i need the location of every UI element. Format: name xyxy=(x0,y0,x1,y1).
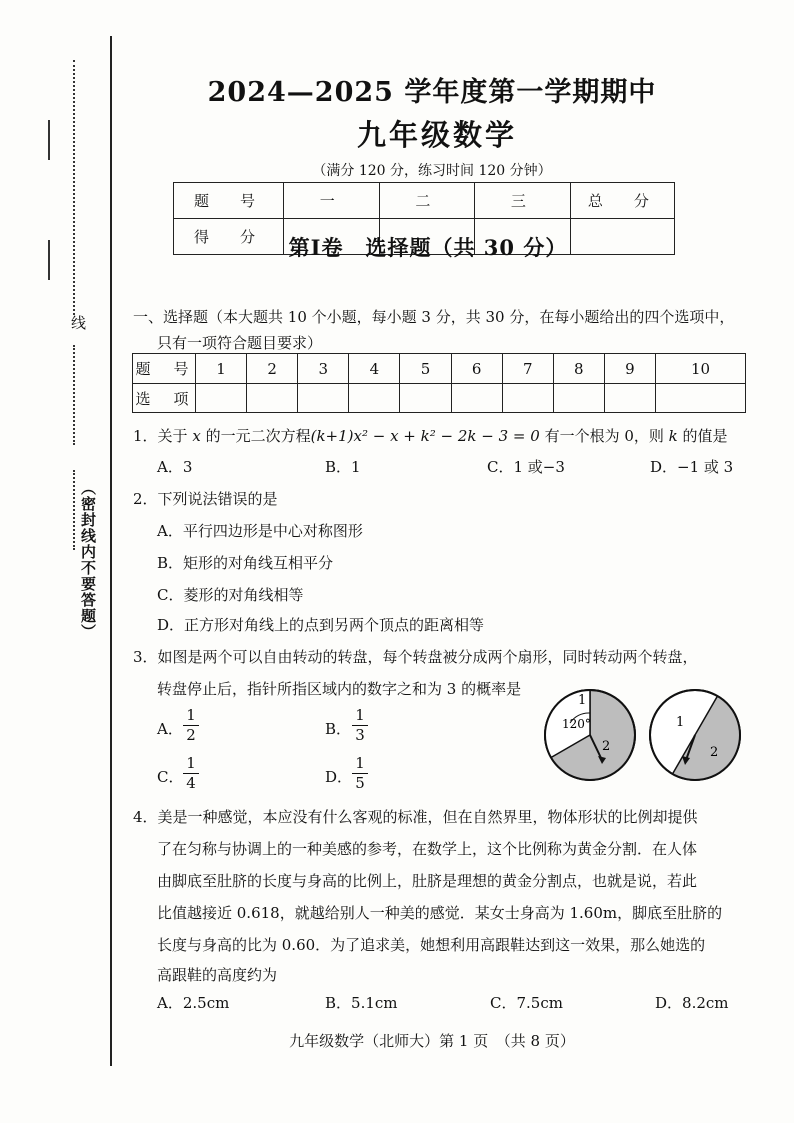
answer-number: 3 xyxy=(298,354,349,384)
answer-number: 4 xyxy=(349,354,400,384)
binding-line xyxy=(110,36,112,1066)
instruction-line: 一、选择题（本大题共 10 个小题，每小题 3 分，共 30 分，在每小题给出的四个选项中， xyxy=(133,308,735,326)
q3-option-c-fraction: $\frac{1}{4}$ xyxy=(183,754,199,793)
q3-option-a-fraction: $\frac{1}{2}$ xyxy=(183,706,199,745)
q4-line: 了在匀称与协调上的一种美感的参考，在数学上，这个比例称为黄金分割．在人体 xyxy=(157,840,698,858)
q1-option-d: D．−1 或 3 xyxy=(650,458,734,476)
score-header-cell: 二 xyxy=(379,183,475,219)
seal-note: （密封线内不要答题） xyxy=(79,480,97,640)
spinner-figures xyxy=(540,688,750,788)
q3-option-d-letter: D． xyxy=(325,768,353,786)
q2-option-b: B．矩形的对角线互相平分 xyxy=(157,554,334,572)
q3-stem: 转盘停止后，指针所指区域内的数字之和为 3 的概率是 xyxy=(157,680,522,698)
q4-option-c: C．7.5cm xyxy=(490,994,563,1012)
answer-number: 7 xyxy=(502,354,553,384)
q4-line: 4．美是一种感觉，本应没有什么客观的标准，但在自然界里，物体形状的比例却提供 xyxy=(133,808,698,826)
q2-option-a: A．平行四边形是中心对称图形 xyxy=(157,522,363,540)
answer-number: 9 xyxy=(604,354,655,384)
spinner-1 xyxy=(545,690,635,780)
answer-cell[interactable] xyxy=(502,384,553,413)
q4-option-a: A．2.5cm xyxy=(157,994,230,1012)
instruction-line: 只有一项符合题目要求） xyxy=(157,334,323,352)
q4-line: 由脚底至肚脐的长度与身高的比例上，肚脐是理想的黄金分割点，也就是说，若此 xyxy=(157,872,698,890)
answer-number: 2 xyxy=(247,354,298,384)
spinner-2-label-1: 1 xyxy=(676,715,685,730)
answer-table xyxy=(132,353,746,413)
q4-option-d: D．8.2cm xyxy=(655,994,729,1012)
seal-dotted-line-low xyxy=(73,470,75,550)
spinner-2 xyxy=(650,690,740,780)
q1-option-b: B．1 xyxy=(325,458,361,476)
answer-cell[interactable] xyxy=(655,384,745,413)
answer-cell[interactable] xyxy=(196,384,247,413)
subject-title: 九年级数学 xyxy=(356,118,517,152)
answer-cell[interactable] xyxy=(247,384,298,413)
answer-cell[interactable] xyxy=(604,384,655,413)
score-header-cell: 题 号 xyxy=(174,183,284,219)
answer-number: 6 xyxy=(451,354,502,384)
exam-title: 2024—2025 学年度第一学期期中 xyxy=(207,77,657,108)
answer-number: 5 xyxy=(400,354,451,384)
q3-option-c-letter: C． xyxy=(157,768,184,786)
q4-line: 长度与身高的比为 0.60．为了追求美，她想利用高跟鞋达到这一效果，那么她选的 xyxy=(157,936,706,954)
answer-cell[interactable] xyxy=(451,384,502,413)
q2-option-c: C．菱形的对角线相等 xyxy=(157,586,304,604)
exam-subtitle: （满分 120 分，练习时间 120 分钟） xyxy=(312,163,552,179)
score-header-cell: 总 分 xyxy=(570,183,674,219)
margin-line-char: 线 xyxy=(69,315,87,331)
q2-stem: 2．下列说法错误的是 xyxy=(133,490,278,508)
q3-option-b-fraction: $\frac{1}{3}$ xyxy=(352,706,368,745)
q1-stem: 1．关于 x 的一元二次方程(k+1)x² − x + k² − 2k − 3 = 0 有一个根为 0，则 k 的值是 xyxy=(133,427,728,445)
score-header-cell: 三 xyxy=(475,183,571,219)
answer-header-label: 题 号 xyxy=(133,354,196,384)
q4-option-b: B．5.1cm xyxy=(325,994,398,1012)
answer-number: 1 xyxy=(196,354,247,384)
answer-cell[interactable] xyxy=(349,384,400,413)
score-header-cell: 一 xyxy=(283,183,379,219)
answer-cell[interactable] xyxy=(400,384,451,413)
section-title: 第Ⅰ卷 选择题（共 30 分） xyxy=(288,235,568,260)
spinner-1-label-2: 2 xyxy=(602,739,611,754)
q1-equation: (k+1)x² − x + k² − 2k − 3 = 0 xyxy=(310,427,540,445)
q3-stem: 3．如图是两个可以自由转动的转盘，每个转盘被分成两个扇形，同时转动两个转盘， xyxy=(133,648,698,666)
spinner-1-label-1: 1 xyxy=(578,693,587,708)
answer-number: 10 xyxy=(655,354,745,384)
q1-option-c: C．1 或−3 xyxy=(487,458,565,476)
q2-option-d: D．正方形对角线上的点到另两个顶点的距离相等 xyxy=(157,616,485,634)
q3-option-a-letter: A． xyxy=(157,720,183,738)
answer-number: 8 xyxy=(553,354,604,384)
answer-row-label: 选 项 xyxy=(133,384,196,413)
seal-dotted-line-mid xyxy=(73,345,75,445)
spinner-2-label-2: 2 xyxy=(710,745,719,760)
q4-line: 比值越接近 0.618，就越给别人一种美的感觉．某女士身高为 1.60m，脚底至肚脐的 xyxy=(157,904,723,922)
q3-option-d-fraction: $\frac{1}{5}$ xyxy=(352,754,368,793)
q4-line: 高跟鞋的高度约为 xyxy=(157,966,278,984)
spinner-1-angle: 120° xyxy=(562,717,591,731)
page-footer: 九年级数学（北师大）第 1 页 （共 8 页） xyxy=(289,1032,575,1050)
q1-option-a: A．3 xyxy=(157,458,193,476)
score-label-cell: 得 分 xyxy=(174,219,284,255)
answer-cell[interactable] xyxy=(553,384,604,413)
answer-cell[interactable] xyxy=(298,384,349,413)
q3-option-b-letter: B． xyxy=(325,720,352,738)
